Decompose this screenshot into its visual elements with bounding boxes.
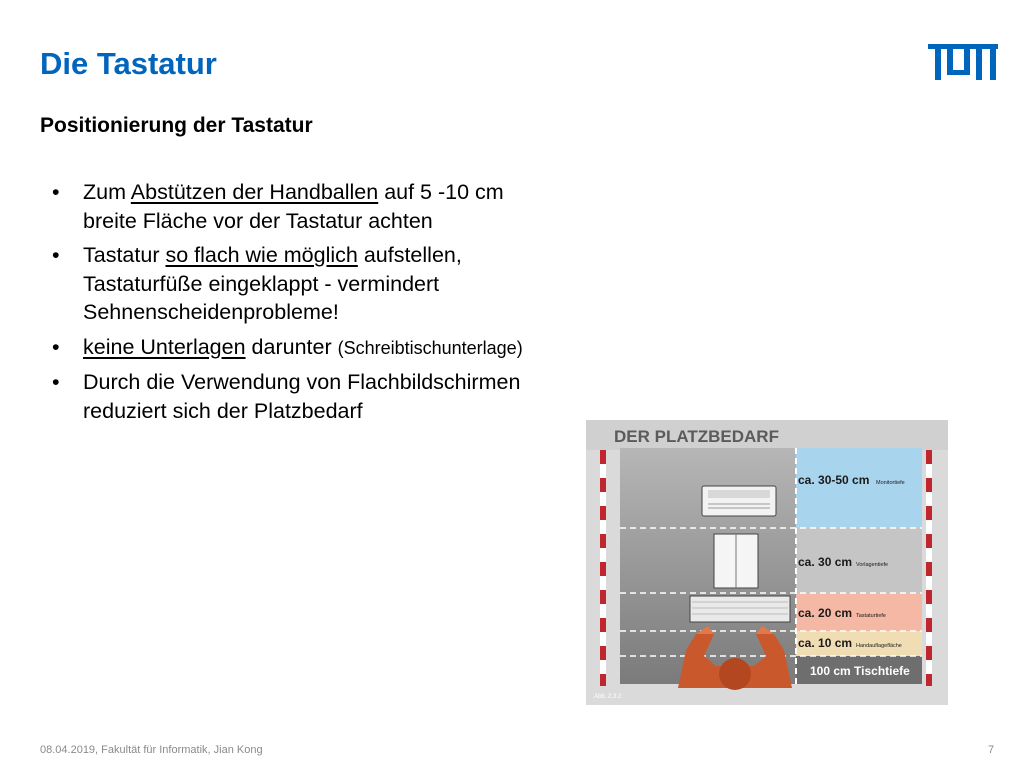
tum-logo [928,44,998,80]
zone-value: ca. 10 cm [798,636,853,650]
slide-title: Die Tastatur [40,46,217,81]
depth-label: 100 cm Tischtiefe [810,664,910,678]
page-number: 7 [988,744,995,756]
right-post [926,450,932,686]
document-icon [714,534,758,588]
figure-title: DER PLATZBEDARF [614,427,779,446]
zone-value: ca. 30-50 cm [798,473,870,487]
figure-caption: Abb. 2.3.2 [594,694,622,700]
underlined-phrase: so flach wie möglich [165,243,358,267]
zone-monitor [796,448,922,528]
underlined-phrase: keine Unterlagen [83,334,246,359]
slide-subtitle: Positionierung der Tastatur [40,114,313,137]
zone-label: Monitortiefe [876,480,905,486]
zone-value: ca. 20 cm [798,606,853,620]
platzbedarf-figure [586,420,948,705]
monitor-icon [702,486,776,516]
bullet-item: • Durch die Verwendung von Flachbildschirmen reduziert sich der Platzbedarf [52,368,592,425]
bullet-item: • Tastatur so flach wie möglich aufstellen, Tastaturfüße eingeklappt - vermindert Sehnenscheidenprobleme! [52,241,592,327]
bullet-note: (Schreibtischunterlage) [337,337,523,358]
left-post [600,450,606,686]
zone-label: Handauflagefläche [856,643,902,649]
zone-label: Vorlagentiefe [856,562,889,568]
bullet-list [52,178,592,431]
keyboard-icon [690,596,790,622]
underlined-phrase: Abstützen der Handballen [130,180,379,204]
bullet-item: • Zum Abstützen der Handballen auf 5 -10 cm breite Fläche vor der Tastatur achten [52,178,592,235]
zone-value: ca. 30 cm [798,555,853,569]
bullet-item: • keine Unterlagen darunter (Schreibtischunterlage) [52,333,592,363]
footer-info: 08.04.2019, Fakultät für Informatik, Jian Kong [40,744,263,756]
zone-label: Tastaturtiefe [856,613,886,619]
